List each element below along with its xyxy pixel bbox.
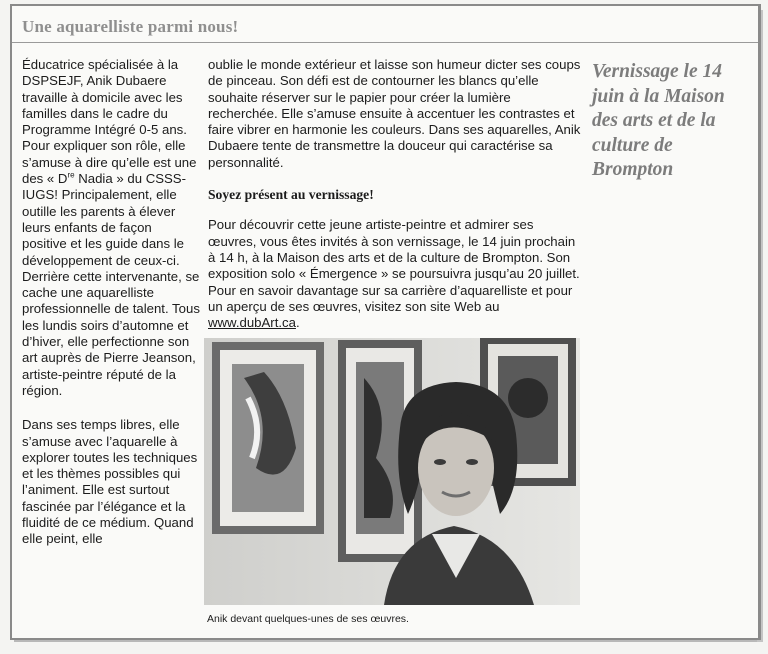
heading-rule [12,42,758,43]
pull-quote: Vernissage le 14 juin à la Maison des arts et de la culture de Brompton [592,61,725,180]
intro-text-b: Nadia » du CSSS-IUGS! Principalement, elle outille les parents à élever leurs enfants de façon positive et les guide dans le développement de ceux-ci. Derrière cette intervenante, se cache une aquarelliste professionnelle de talent. Tous les lundis soirs d’automne et d’hiver, elle perfectionne son art auprès de Pierre Jeanson, artiste-peintre réputé de la région. [22,171,200,398]
vernissage-text: Pour découvrir cette jeune artiste-peintre et admirer ses œuvres, vous êtes invités à son vernissage, le 14 juin prochain à 14 h, à la Maison des arts et de la culture de Brompton. Son exposition solo « Émergence » se poursuivra jusqu’au 20 juillet. Pour en savoir davantage sur sa carrière d’aquarelliste et pour un aperçu de ses œuvres, visitez son site Web au [208,217,580,314]
painting-paragraph: oublie le monde extérieur et laisse son humeur dicter ses coups de pinceau. Son défi est de contourner les blancs qu’elle souhaite réserver sur le papier pour créer la lumière recherchée. Elle s’amuse ensuite à accentuer les contrastes et faire vibrer en harmonie les couleurs. Dans ses aquarelles, Anik Dubaere tente de transmettre la douceur qui caractérise sa personnalité. [208,57,581,170]
free-time-paragraph: Dans ses temps libres, elle s’amuse avec l’aquarelle à explorer toutes les techniques et les thèmes possibles qui l’animent. Elle est surtout fascinée par l’élégance et la fluidité de ce médium. Quand elle peint, elle [22,417,198,547]
link-period: . [295,315,300,331]
photo-illustration [204,338,580,605]
vernissage-subheading: Soyez présent au vernissage! [208,187,374,203]
intro-paragraph [22,57,200,399]
vernissage-paragraph [208,217,584,331]
intro-text-a: Éducatrice spécialisée à la DSPSEJF, Anik Dubaere travaille à domicile avec les familles dans le cadre du Programme Intégré 0-5 ans. Pour expliquer son rôle, elle s’amuse à dire qu’elle est une des « D [22,57,197,187]
column-middle [208,57,584,331]
superscript-re: re [67,170,75,180]
article-heading: Une aquarelliste parmi nous! [22,17,239,36]
website-link[interactable]: www.dubArt.ca [208,315,296,331]
artist-photo [204,338,580,605]
column-left [22,57,200,548]
photo-caption: Anik devant quelques-unes de ses œuvres. [207,613,409,625]
